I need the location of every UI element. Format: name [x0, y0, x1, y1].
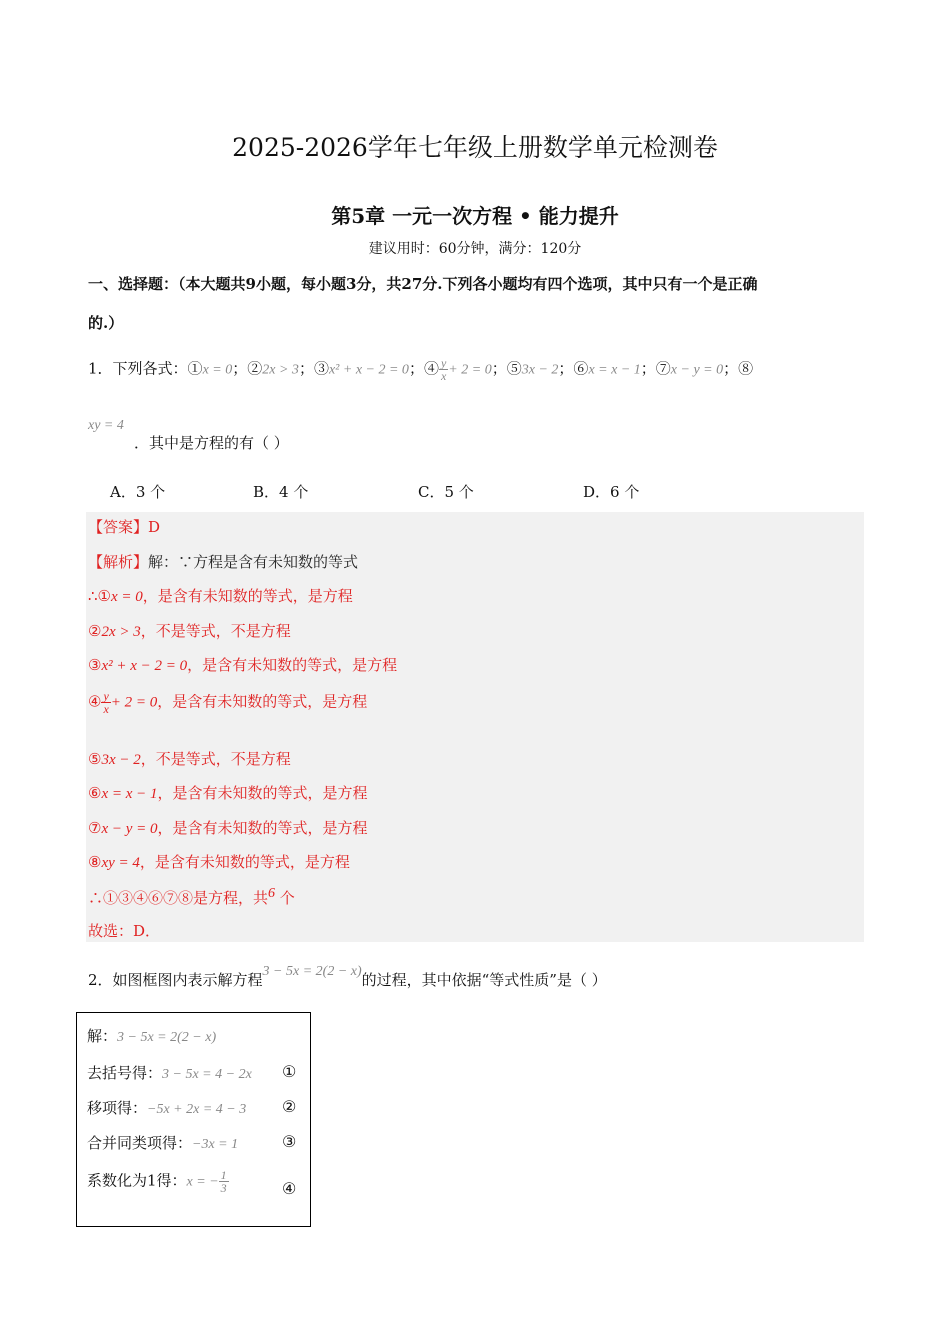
- formula: xy = 4: [88, 418, 124, 433]
- step-label: 移项得：: [87, 1099, 148, 1117]
- analysis-text: ，是含有未知数的等式，是方程: [157, 784, 368, 802]
- formula: 3 − 5x = 2(2 − x): [117, 1030, 217, 1045]
- analysis-intro: 解：∵方程是含有未知数的等式: [148, 553, 359, 571]
- formula: x − y = 0: [101, 821, 158, 837]
- solution-step: [87, 1097, 246, 1118]
- analysis-text: ，不是等式，不是方程: [140, 750, 291, 768]
- analysis-text: ，是含有未知数的等式，是方程: [142, 587, 353, 605]
- formula: xy = 4: [101, 855, 140, 871]
- step-label: 合并同类项得：: [87, 1134, 193, 1152]
- item-mark: ③: [88, 656, 102, 674]
- numerator: y: [440, 356, 447, 370]
- step-label: 解：: [87, 1027, 118, 1045]
- step-number: ③: [282, 1132, 297, 1151]
- fraction: [101, 690, 110, 715]
- analysis-text: ，是含有未知数的等式，是方程: [139, 853, 350, 871]
- question-1-stem-end: ．其中是方程的有（ ）: [134, 434, 289, 452]
- question-2-stem: [88, 964, 607, 990]
- analysis-intro-line: [88, 551, 358, 572]
- item-mark: ③: [313, 359, 329, 378]
- option-a[interactable]: A．3 个: [110, 483, 166, 501]
- analysis-label: 【解析】: [88, 553, 149, 571]
- analysis-line: [88, 851, 350, 872]
- analysis-text: ，不是等式，不是方程: [140, 622, 291, 640]
- denominator: x: [103, 702, 109, 716]
- option-c[interactable]: C．5 个: [418, 483, 474, 501]
- separator: ；: [558, 359, 574, 378]
- step-number: ④: [282, 1179, 297, 1198]
- answer-panel: [86, 512, 864, 942]
- analysis-line: [88, 782, 368, 803]
- formula: x = −: [186, 1174, 219, 1190]
- analysis-text: ，是含有未知数的等式，是方程: [157, 692, 368, 711]
- formula: x = x − 1: [101, 786, 158, 802]
- solution-step: [87, 1025, 216, 1046]
- analysis-line: [88, 690, 367, 715]
- item-mark: ④: [88, 692, 102, 711]
- solution-step: [87, 1169, 229, 1194]
- time-score-info: 建议用时：60分钟，满分：120分: [368, 241, 582, 257]
- formula: x = 0: [111, 589, 143, 605]
- conclusion-count: 6: [268, 886, 276, 901]
- section-instruction-line1: 一、选择题：（本大题共9小题，每小题3分，共27分.下列各小题均有四个选项，其中只有一个是正确: [88, 275, 758, 293]
- formula: x² + x − 2 = 0: [328, 362, 409, 378]
- analysis-line: [88, 654, 397, 675]
- item-mark: ⑧: [738, 359, 754, 378]
- formula: 3 − 5x = 4 − 2x: [162, 1067, 252, 1082]
- formula: x − y = 0: [670, 362, 724, 378]
- formula: −5x + 2x = 4 − 3: [147, 1102, 247, 1117]
- analysis-line: [88, 620, 291, 641]
- formula: 3 − 5x = 2(2 − x): [262, 964, 362, 979]
- separator: ；: [640, 359, 656, 378]
- step-number: ②: [282, 1097, 297, 1116]
- formula: x = 0: [202, 362, 233, 378]
- exam-title: 2025-2026学年七年级上册数学单元检测卷: [232, 133, 718, 162]
- numerator: 1: [220, 1168, 227, 1182]
- conclusion-text: 个: [275, 889, 295, 907]
- item-mark: ⑦: [88, 819, 102, 837]
- question-2-suffix: 的过程，其中依据“等式性质”是（ ）: [361, 971, 607, 989]
- analysis-line: [88, 748, 291, 769]
- step-label: 去括号得：: [87, 1064, 163, 1082]
- denominator: 3: [220, 1181, 227, 1195]
- formula: 3x − 2: [101, 752, 141, 768]
- item-mark: ⑤: [88, 750, 102, 768]
- solution-steps-box: [76, 1012, 311, 1227]
- conclusion-text: ∴①③④⑥⑦⑧是方程，共: [88, 889, 269, 907]
- separator: ；: [298, 359, 314, 378]
- question-2-prefix: 2．如图框图内表示解方程: [88, 971, 263, 989]
- separator: ；: [408, 359, 424, 378]
- answer-choice: 故选：D．: [88, 922, 161, 940]
- step-label: 系数化为1得：: [87, 1171, 187, 1190]
- item-mark: ②: [247, 359, 263, 378]
- formula: + 2 = 0: [110, 694, 158, 711]
- analysis-conclusion: [88, 886, 295, 908]
- item-mark: ⑥: [573, 359, 589, 378]
- option-d[interactable]: D．6 个: [583, 483, 640, 501]
- step-number: ①: [282, 1062, 297, 1081]
- formula: x = x − 1: [588, 362, 641, 378]
- item-mark: ⑥: [88, 784, 102, 802]
- formula: + 2 = 0: [448, 362, 492, 378]
- fraction: [219, 1169, 229, 1194]
- analysis-line: [88, 817, 368, 838]
- answer-label: 【答案】D: [88, 518, 161, 536]
- analysis-text: ，是含有未知数的等式，是方程: [187, 656, 398, 674]
- item-mark: ②: [88, 622, 102, 640]
- chapter-heading: 第5章 一元一次方程 • 能力提升: [331, 204, 619, 228]
- item-mark: ①: [187, 359, 203, 378]
- analysis-line: [88, 585, 353, 606]
- item-mark: ⑤: [506, 359, 522, 378]
- fraction: [439, 357, 448, 382]
- question-1-line1: [88, 357, 753, 382]
- numerator: y: [103, 689, 109, 703]
- formula: 3x − 2: [521, 362, 559, 378]
- analysis-text: ，是含有未知数的等式，是方程: [157, 819, 368, 837]
- item-mark: ④: [423, 359, 439, 378]
- separator: ；: [491, 359, 507, 378]
- item-mark: ∴①: [88, 587, 111, 605]
- question-1-prefix: 1．下列各式：: [88, 359, 188, 378]
- item-mark: ⑧: [88, 853, 102, 871]
- separator: ；: [723, 359, 739, 378]
- option-b[interactable]: B．4 个: [253, 483, 309, 501]
- separator: ；: [232, 359, 248, 378]
- formula: x² + x − 2 = 0: [101, 658, 188, 674]
- formula: 2x > 3: [101, 624, 141, 640]
- section-instruction-line2: 的.）: [88, 314, 124, 332]
- solution-step: [87, 1062, 252, 1083]
- formula: −3x = 1: [192, 1137, 239, 1152]
- denominator: x: [440, 369, 447, 383]
- item-mark: ⑦: [655, 359, 671, 378]
- formula: 2x > 3: [262, 362, 299, 378]
- solution-step: [87, 1132, 238, 1153]
